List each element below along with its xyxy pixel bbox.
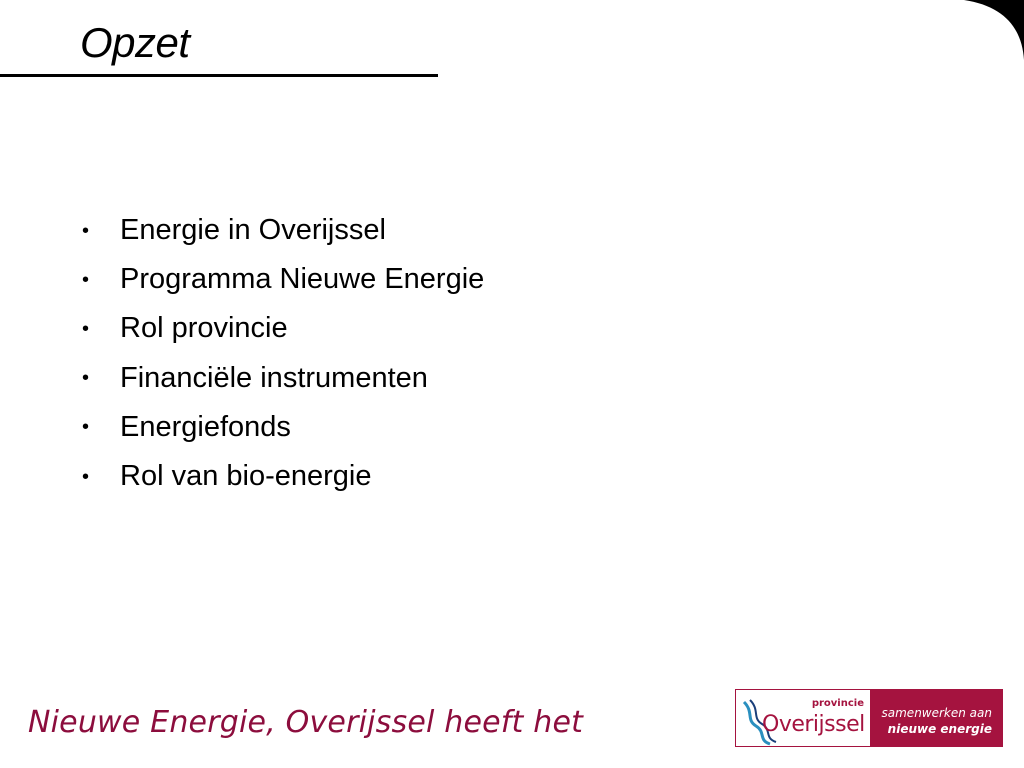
- logo-slogan-line2: nieuwe energie: [887, 722, 992, 736]
- bullet-text: Financiële instrumenten: [120, 361, 428, 394]
- logo-wordmark: [736, 690, 870, 746]
- list-item: [80, 304, 484, 353]
- footer-tagline: Nieuwe Energie, Overijssel heeft het: [28, 705, 584, 740]
- list-item: [80, 452, 484, 501]
- bullet-icon: •: [82, 268, 90, 291]
- slide-title: Opzet: [80, 19, 190, 66]
- bullet-text: Energiefonds: [120, 410, 291, 443]
- bullet-icon: •: [82, 416, 90, 439]
- bullet-text: Rol provincie: [120, 312, 288, 345]
- bullet-text: Rol van bio-energie: [120, 460, 372, 493]
- overijssel-logo: [735, 689, 1003, 747]
- bullet-text: Programma Nieuwe Energie: [120, 263, 485, 296]
- logo-slogan-line1: samenwerken aan: [881, 706, 992, 720]
- bullet-icon: •: [82, 465, 90, 488]
- bullet-icon: •: [82, 219, 90, 242]
- logo-name-label: Overijssel: [762, 712, 865, 737]
- corner-decoration: [964, 0, 1024, 60]
- bullet-list: [80, 206, 484, 501]
- bullet-icon: •: [82, 367, 90, 390]
- title-underline: [0, 74, 438, 77]
- logo-provincie-label: provincie: [811, 698, 864, 709]
- list-item: [80, 403, 484, 452]
- bullet-text: Energie in Overijssel: [120, 214, 386, 247]
- list-item: [80, 354, 484, 403]
- logo-slogan-panel: [870, 690, 1002, 746]
- list-item: [80, 206, 484, 255]
- bullet-icon: •: [82, 317, 90, 340]
- list-item: [80, 255, 484, 304]
